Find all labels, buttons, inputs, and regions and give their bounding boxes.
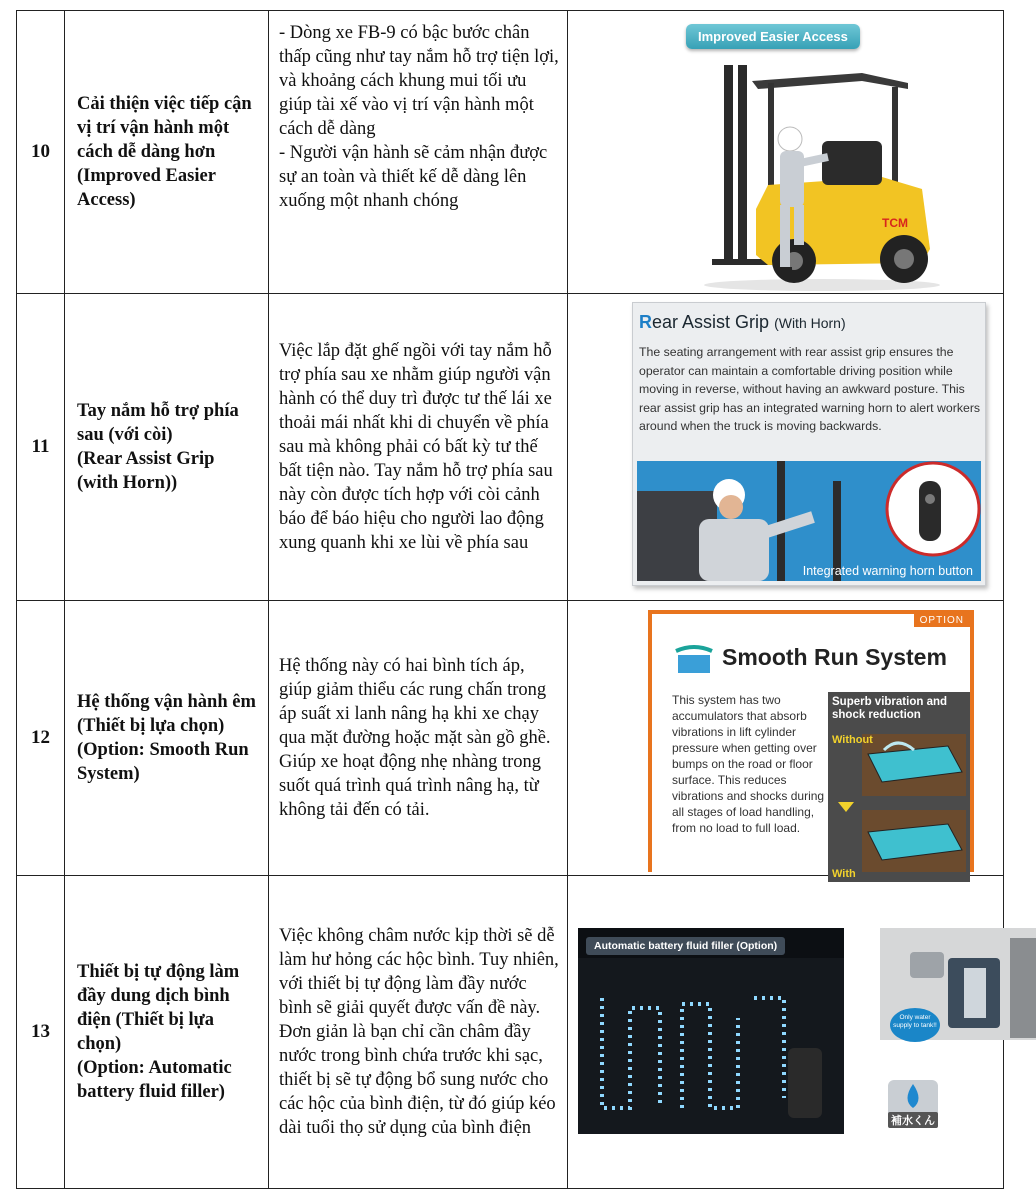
water-supply-bubble: Only water supply to tank!! [890, 1008, 940, 1042]
feature-name [65, 11, 269, 294]
comparison-panel [828, 692, 970, 882]
panel-body: This system has two accumulators that absorb vibrations in lift cylinder pressure when getting over bumps on the road or floor surface. This reduces vibrations and shocks during all stages of load handling, from no load to full load. [672, 693, 825, 835]
description-paragraph: Việc không châm nước kịp thời sẽ dễ làm hư hỏng các hộc bình. Tuy nhiên, với thiết bị tự động làm đầy nước bình sẽ giải quyết được vấn đề này. Đơn giản là bạn chỉ cần châm đầy nước trong bình chứa trước khi sạc, thiết bị sẽ tự động bổ sung nước cho các hộc của bình điện, từ đó giúp kéo dài tuổi thọ sử dụng của bình điện [279, 926, 559, 1138]
feature-image-cell [568, 876, 1004, 1189]
battery-cells-illustration [578, 928, 844, 1134]
forklift-operator-illustration [672, 59, 942, 291]
description-paragraph: - Người vận hành sẽ cảm nhận được sự an toàn và thiết kế dễ dàng lên xuống một nhanh chóng [279, 143, 548, 211]
feature-image-cell [568, 294, 1004, 601]
panel-body: The seating arrangement with rear assist grip ensures the operator can maintain a comfortable driving position while moving in reverse, without having an awkward posture. This rear assist grip has an integrated warning horn to alert workers around when the truck is moving backwards. [639, 345, 981, 433]
feature-name [65, 294, 269, 601]
improved-access-badge: Improved Easier Access [686, 24, 860, 49]
table-row [17, 11, 1004, 294]
description-paragraph: Việc lắp đặt ghế ngồi với tay nắm hỗ trợ phía sau xe nhằm giúp người vận hành có thể duy trì được tư thế lái xe thoải mái nhất khi di chuyển về phía sau mà không phải có bất kỳ tư thế bất tiện nào. Tay nắm hỗ trợ phía sau này còn được tích hợp với còi cảnh báo để báo hiệu cho người lao động xung quanh khi xe lùi về phía sau [279, 341, 553, 553]
comparison-illustration [828, 692, 970, 882]
feature-image-cell [568, 11, 1004, 294]
operator-photo [637, 461, 981, 581]
feature-name-vi: Hệ thống vận hành êm (Thiết bị lựa chọn) [77, 692, 256, 736]
battery-fluid-filler-photo [578, 928, 844, 1134]
feature-name [65, 601, 269, 876]
description-paragraph: Hệ thống này có hai bình tích áp, giúp giảm thiểu các rung chấn trong áp suất xi lanh nâng hạ khi xe chạy qua mặt đường hoặc mặt sàn gồ ghề. Giúp xe hoạt động nhẹ nhàng trong suốt quá trình quá trình nâng hạ, từ không tải đến có tải. [279, 656, 551, 820]
feature-description [269, 601, 568, 876]
row-number: 10 [17, 11, 65, 294]
comparison-heading: Superb vibration and shock reduction [832, 696, 948, 721]
fluid-filler-product-icon [886, 1072, 942, 1132]
feature-name-vi: Tay nắm hỗ trợ phía sau (với còi) [77, 401, 239, 445]
feature-name [65, 876, 269, 1189]
feature-description [269, 876, 568, 1189]
feature-name-en: (Rear Assist Grip (with Horn)) [77, 449, 215, 493]
smooth-run-logo-icon [674, 643, 714, 675]
feature-description [269, 294, 568, 601]
table-row [17, 294, 1004, 601]
photo-caption: Automatic battery fluid filler (Option) [586, 937, 785, 955]
panel-title: Smooth Run System [722, 644, 947, 670]
panel-title: Rear Assist Grip (With Horn) [639, 312, 846, 332]
row-number: 11 [17, 294, 65, 601]
feature-name-vi: Cải thiện việc tiếp cận vị trí vận hành một cách dễ dàng hơn [77, 94, 252, 162]
smooth-run-panel [648, 610, 974, 880]
rear-assist-grip-panel [632, 302, 986, 586]
brand-logo: TCM [882, 216, 908, 230]
option-tag: OPTION [914, 614, 970, 627]
feature-description [269, 11, 568, 294]
horn-caption: Integrated warning horn button [802, 564, 973, 578]
product-label: 補水くん [888, 1112, 938, 1128]
row-number: 12 [17, 601, 65, 876]
row-number: 13 [17, 876, 65, 1189]
with-label: With [832, 868, 856, 880]
water-supply-photo [880, 928, 1036, 1040]
table-row [17, 876, 1004, 1189]
feature-name-vi: Thiết bị tự động làm đầy dung dịch bình điện (Thiết bị lựa chọn) [77, 962, 240, 1054]
feature-image-cell [568, 601, 1004, 880]
feature-table [16, 10, 1004, 1189]
operator-grip-illustration [637, 461, 981, 581]
without-label: Without [832, 734, 873, 746]
description-paragraph: - Dòng xe FB-9 có bậc bước chân thấp cũng như tay nắm hỗ trợ tiện lợi, và khoảng cách khung mui tối ưu giúp tài xế vào vị trí vận hành một cách dễ dàng [279, 23, 559, 139]
feature-name-en: (Improved Easier Access) [77, 166, 216, 210]
table-row [17, 601, 1004, 876]
feature-name-en: (Option: Automatic battery fluid filler) [77, 1058, 232, 1102]
feature-name-en: (Option: Smooth Run System) [77, 740, 249, 784]
